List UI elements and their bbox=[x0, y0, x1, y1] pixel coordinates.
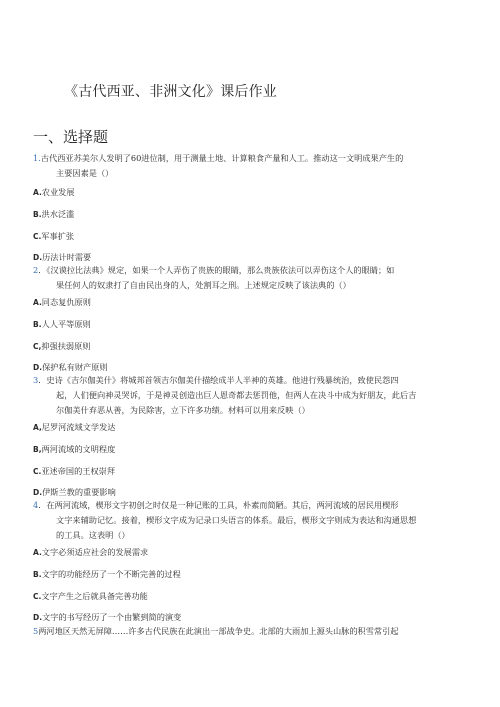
question-line: 5两河地区天然无屏障……许多古代民族在此演出一部战争史。北部的大雨加上源头山脉的积雪常引起 bbox=[33, 626, 399, 636]
question-line: 的工具。这表明（） bbox=[56, 530, 130, 540]
option-a[interactable]: A,尼罗河流域文学发达 bbox=[33, 422, 116, 432]
option-d[interactable]: D.历法计时需要 bbox=[33, 252, 92, 262]
question-line: 果任何人的奴隶打了自由民出身的人，处割耳之刑。上述规定反映了该法典的（） bbox=[56, 280, 351, 290]
option-a[interactable]: A.文字必须适应社会的发展需求 bbox=[33, 547, 149, 557]
option-b[interactable]: B.洪水泛滥 bbox=[33, 209, 75, 219]
option-a[interactable]: A.农业发展 bbox=[33, 187, 75, 197]
question-line: 文字来辅助记忆。接着，楔形文字成为记录口头语言的体系。最后，楔形文字则成为表达和沟通思想 bbox=[56, 515, 417, 525]
question-number: 5 bbox=[33, 626, 39, 636]
option-d[interactable]: D.保护私有财产原则 bbox=[33, 362, 108, 372]
option-b[interactable]: B.人人平等原则 bbox=[33, 319, 91, 329]
question-5 bbox=[33, 624, 473, 639]
question-line: 3．史诗《吉尔伽美什》将城邦首领吉尔伽美什描绘成半人半神的英雄。他进行残暴统治，致使民怨四 bbox=[33, 375, 399, 385]
option-a[interactable]: A.同态复仇原则 bbox=[33, 297, 91, 307]
question-line: 主要因素是（） bbox=[56, 168, 114, 178]
option-d[interactable]: D.文字的书写经历了一个由繁到简的演变 bbox=[33, 612, 182, 622]
question-line: 4．在两河流域，楔形文字初创之时仅是一种记账的工具，朴素而简陋。其后，两河流域的居民用楔形 bbox=[33, 500, 399, 510]
question-line: 2．《汉谟拉比法典》规定，如果一个人弄伤了贵族的眼睛，那么贵族依法可以弄伤这个人的眼睛；如 bbox=[33, 265, 395, 275]
question-number: 1. bbox=[33, 153, 41, 163]
question-line: 起，人们便向神灵哭诉，于是神灵创造出巨人恩奇都去惩罚他，但两人在决斗中成为好朋友，此后吉 bbox=[56, 390, 417, 400]
option-c[interactable]: C.亚述帝国的王权崇拜 bbox=[33, 466, 116, 476]
question-number: 4 bbox=[33, 500, 39, 510]
question-4 bbox=[33, 498, 473, 543]
question-2 bbox=[33, 263, 473, 293]
section-heading: 一、选择题 bbox=[33, 128, 109, 146]
option-c[interactable]: C,抑强扶弱原则 bbox=[33, 341, 91, 351]
question-number: 2 bbox=[33, 265, 39, 275]
question-line: 尔伽美什弃恶从善，为民除害，立下许多功绩。材料可以用来反映（） bbox=[56, 405, 310, 415]
document-title: 《古代西亚、非洲文化》课后作业 bbox=[64, 84, 277, 100]
option-d[interactable]: D.伊斯兰教的重要影响 bbox=[33, 487, 116, 497]
option-b[interactable]: B.文字的功能经历了一个不断完善的过程 bbox=[33, 569, 181, 579]
question-1 bbox=[33, 151, 473, 181]
question-line: 1.古代西亚苏美尔人发明了60进位制，用于测量土地、计算粮食产量和人工。推动这一文明成果产生的 bbox=[33, 153, 404, 163]
option-c[interactable]: C.文字产生之后就具备完善功能 bbox=[33, 591, 148, 601]
question-number: 3 bbox=[33, 375, 39, 385]
question-3 bbox=[33, 373, 473, 418]
option-c[interactable]: C.军事扩张 bbox=[33, 231, 75, 241]
option-b[interactable]: B,两河流域的文明程度 bbox=[33, 444, 116, 454]
